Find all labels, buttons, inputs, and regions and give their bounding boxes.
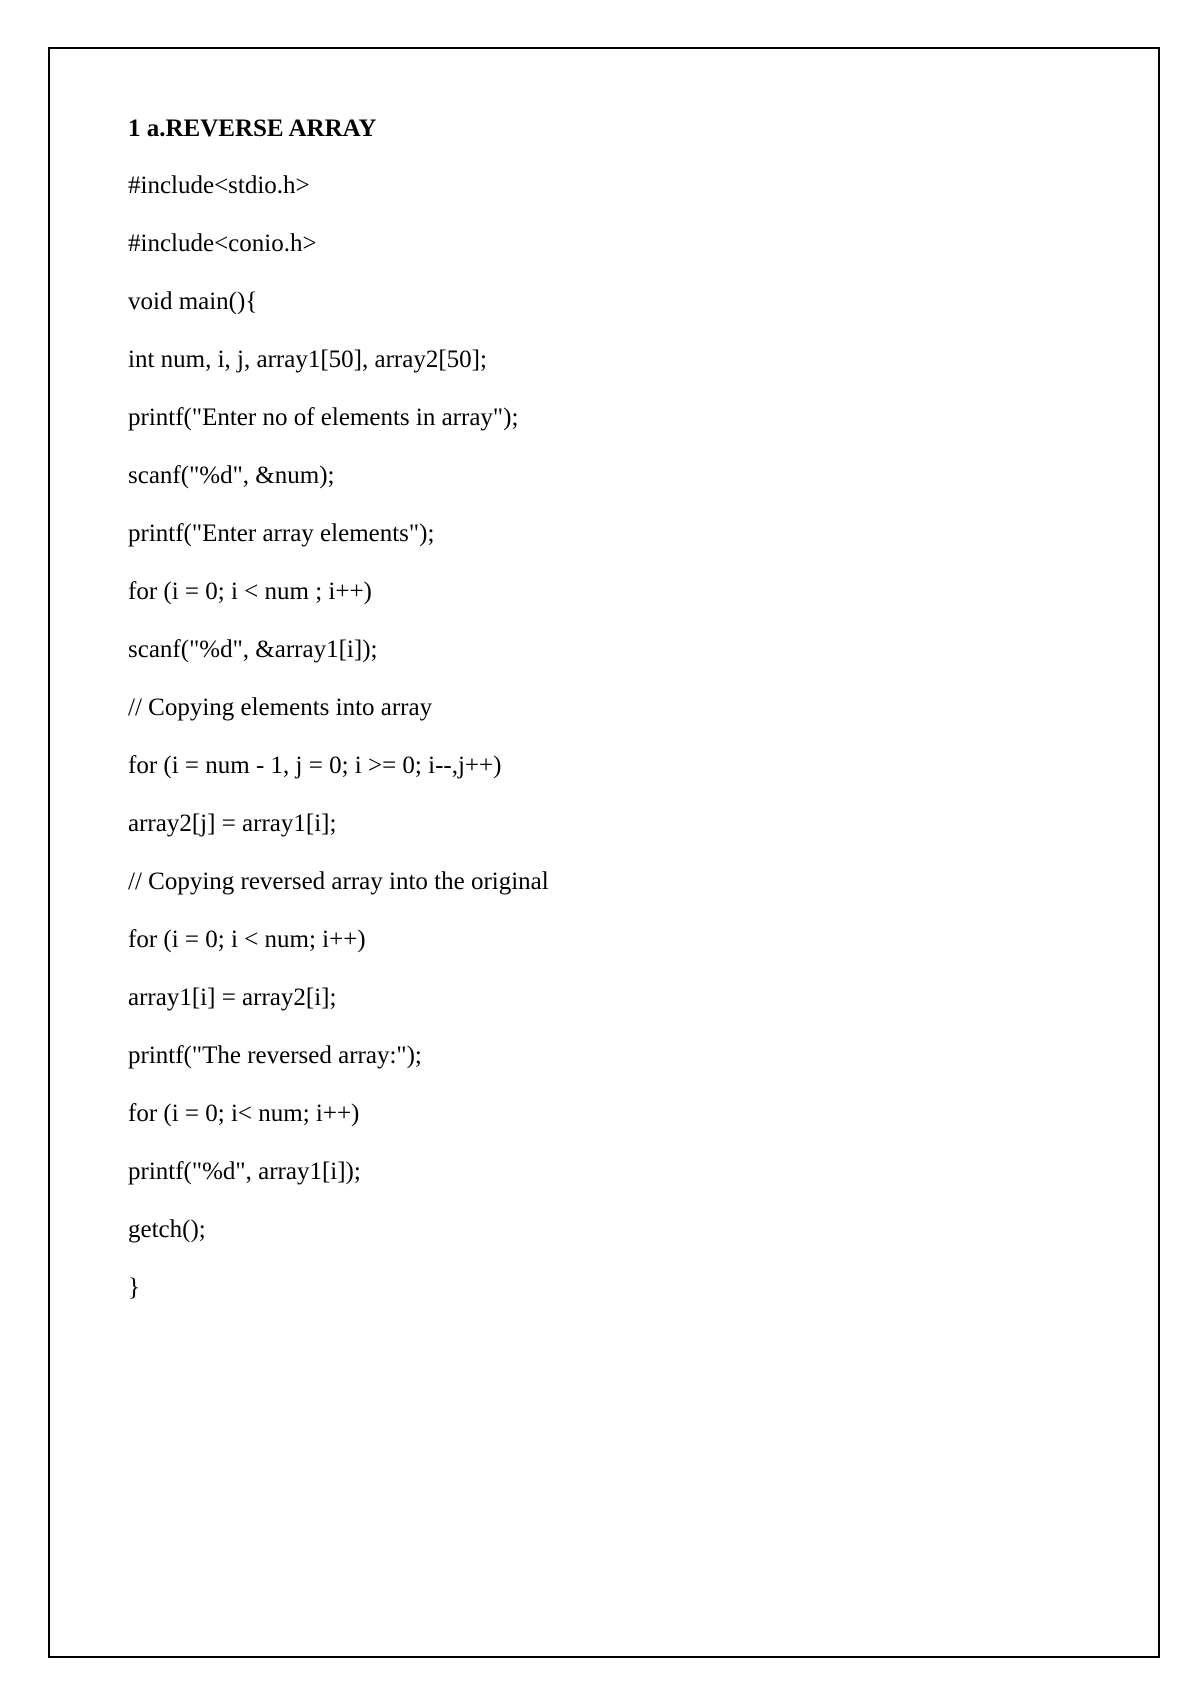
code-line: #include<conio.h> (128, 230, 317, 257)
code-line: array2[j] = array1[i]; (128, 810, 337, 837)
code-line: #include<stdio.h> (128, 172, 310, 199)
code-line: printf("Enter array elements"); (128, 520, 435, 547)
code-line: printf("Enter no of elements in array"); (128, 404, 519, 431)
code-line: printf("%d", array1[i]); (128, 1158, 361, 1185)
code-line: for (i = 0; i < num; i++) (128, 926, 366, 953)
code-line: for (i = 0; i < num ; i++) (128, 578, 372, 605)
code-line: scanf("%d", &num); (128, 462, 335, 489)
code-line: array1[i] = array2[i]; (128, 984, 337, 1011)
code-line: getch(); (128, 1216, 206, 1243)
code-line: void main(){ (128, 288, 258, 315)
code-listing (128, 165, 1100, 1309)
code-line: int num, i, j, array1[50], array2[50]; (128, 346, 487, 373)
code-line: for (i = num - 1, j = 0; i >= 0; i--,j++) (128, 752, 502, 779)
code-line: for (i = 0; i< num; i++) (128, 1100, 360, 1127)
document-body (128, 108, 1100, 1325)
code-line: printf("The reversed array:"); (128, 1042, 422, 1069)
document-title: 1 a.REVERSE ARRAY (128, 115, 377, 142)
code-line: } (128, 1274, 140, 1301)
code-line: scanf("%d", &array1[i]); (128, 636, 378, 663)
code-comment: // Copying reversed array into the original (128, 868, 549, 895)
code-comment: // Copying elements into array (128, 694, 433, 721)
